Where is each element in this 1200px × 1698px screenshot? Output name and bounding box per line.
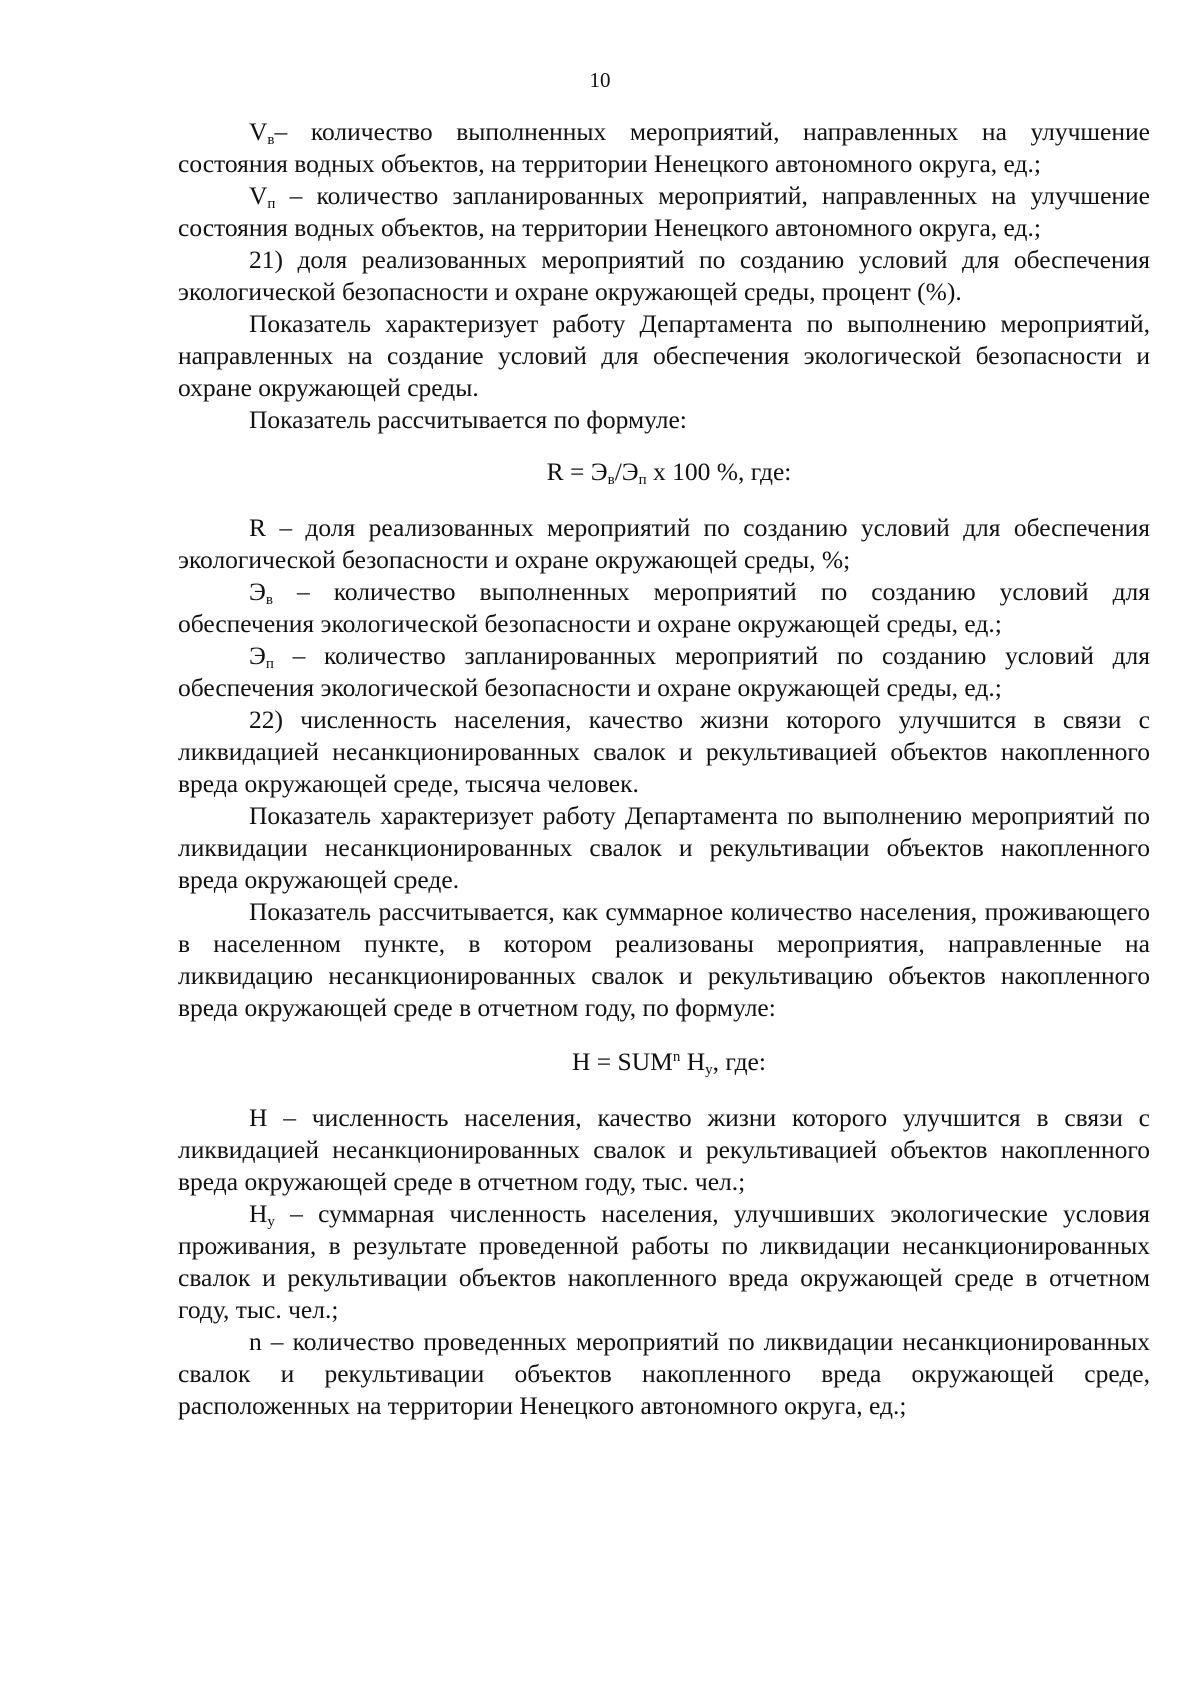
symbol-subscript: п: [267, 196, 276, 212]
definition-h: Н – численность населения, качество жизни которого улучшится в связи с ликвидацией несанкционированных свалок и рекультивацией объектов накопленного вреда окружающей среде в отчетном году, тыс. чел.;: [178, 1103, 1150, 1196]
symbol-subscript: у: [267, 1214, 275, 1230]
definition-ev: [178, 576, 1150, 640]
definition-text: – количество выполненных мероприятий по созданию условий для обеспечения экологической безопасности и охране окружающей среды, ед.;: [178, 577, 1150, 638]
symbol-subscript: в: [267, 132, 275, 148]
formula-part: Н = SUM: [572, 1047, 673, 1076]
formula-h: [178, 1046, 1150, 1078]
formula-subscript: в: [607, 472, 615, 488]
formula-part: , где:: [712, 1047, 766, 1076]
document-body: [178, 116, 1150, 1422]
symbol: Э: [249, 577, 266, 606]
symbol: V: [249, 181, 268, 210]
formula-subscript: у: [705, 1062, 713, 1078]
definition-vp: [178, 180, 1150, 244]
formula-subscript: п: [638, 472, 647, 488]
item-21: 21) доля реализованных мероприятий по созданию условий для обеспечения экологической безопасности и охране окружающей среды, процент (%).: [178, 245, 1150, 306]
symbol: Н: [249, 1199, 268, 1228]
symbol-subscript: в: [265, 592, 273, 608]
formula-part: x 100 %, где:: [646, 457, 792, 486]
definition-hy: [178, 1198, 1150, 1326]
formula-part: /Э: [614, 457, 639, 486]
formula-part: R = Э: [546, 457, 608, 486]
definition-ep: [178, 640, 1150, 704]
formula-part: Н: [680, 1047, 706, 1076]
formula-superscript: n: [672, 1049, 681, 1065]
formula-r: [178, 456, 1150, 488]
definition-vv: [178, 116, 1150, 180]
symbol-subscript: п: [265, 656, 274, 672]
definition-n: n – количество проведенных мероприятий по ликвидации несанкционированных свалок и рекультивации объектов накопленного вреда окружающей среде, расположенных на территории Ненецкого автономного округа, ед.;: [178, 1327, 1150, 1420]
definition-text: – суммарная численность населения, улучшивших экологические условия проживания, в результате проведенной работы по ликвидации несанкционированных свалок и рекультивации объектов накопленного вреда окружающей среде в отчетном году, тыс. чел.;: [178, 1199, 1150, 1324]
definition-text: – количество запланированных мероприятий, направленных на улучшение состояния водных объектов, на территории Ненецкого автономного округа, ед.;: [178, 181, 1150, 242]
symbol: Э: [249, 641, 266, 670]
item-21-calculation-intro: Показатель рассчитывается по формуле:: [249, 405, 687, 434]
item-22: 22) численность населения, качество жизни которого улучшится в связи с ликвидацией несанкционированных свалок и рекультивацией объектов накопленного вреда окружающей среде, тысяча человек.: [178, 705, 1150, 798]
definition-r: R – доля реализованных мероприятий по созданию условий для обеспечения экологической безопасности и охране окружающей среды, %;: [178, 513, 1150, 574]
page-number: 10: [589, 68, 611, 92]
symbol: V: [249, 117, 268, 146]
definition-text: – количество выполненных мероприятий, направленных на улучшение состояния водных объектов, на территории Ненецкого автономного округа, ед.;: [178, 117, 1150, 178]
definition-text: – количество запланированных мероприятий по созданию условий для обеспечения экологической безопасности и охране окружающей среды, ед.;: [178, 641, 1150, 702]
item-21-description: Показатель характеризует работу Департамента по выполнению мероприятий, направленных на создание условий для обеспечения экологической безопасности и охране окружающей среды.: [178, 309, 1150, 402]
item-22-calculation-intro: Показатель рассчитывается, как суммарное количество населения, проживающего в населенном пункте, в котором реализованы мероприятия, направленные на ликвидацию несанкционированных свалок и рекультивацию объектов накопленного вреда окружающей среде в отчетном году, по формуле:: [178, 897, 1150, 1022]
item-22-description: Показатель характеризует работу Департамента по выполнению мероприятий по ликвидации несанкционированных свалок и рекультивации объектов накопленного вреда окружающей среде.: [178, 801, 1150, 894]
